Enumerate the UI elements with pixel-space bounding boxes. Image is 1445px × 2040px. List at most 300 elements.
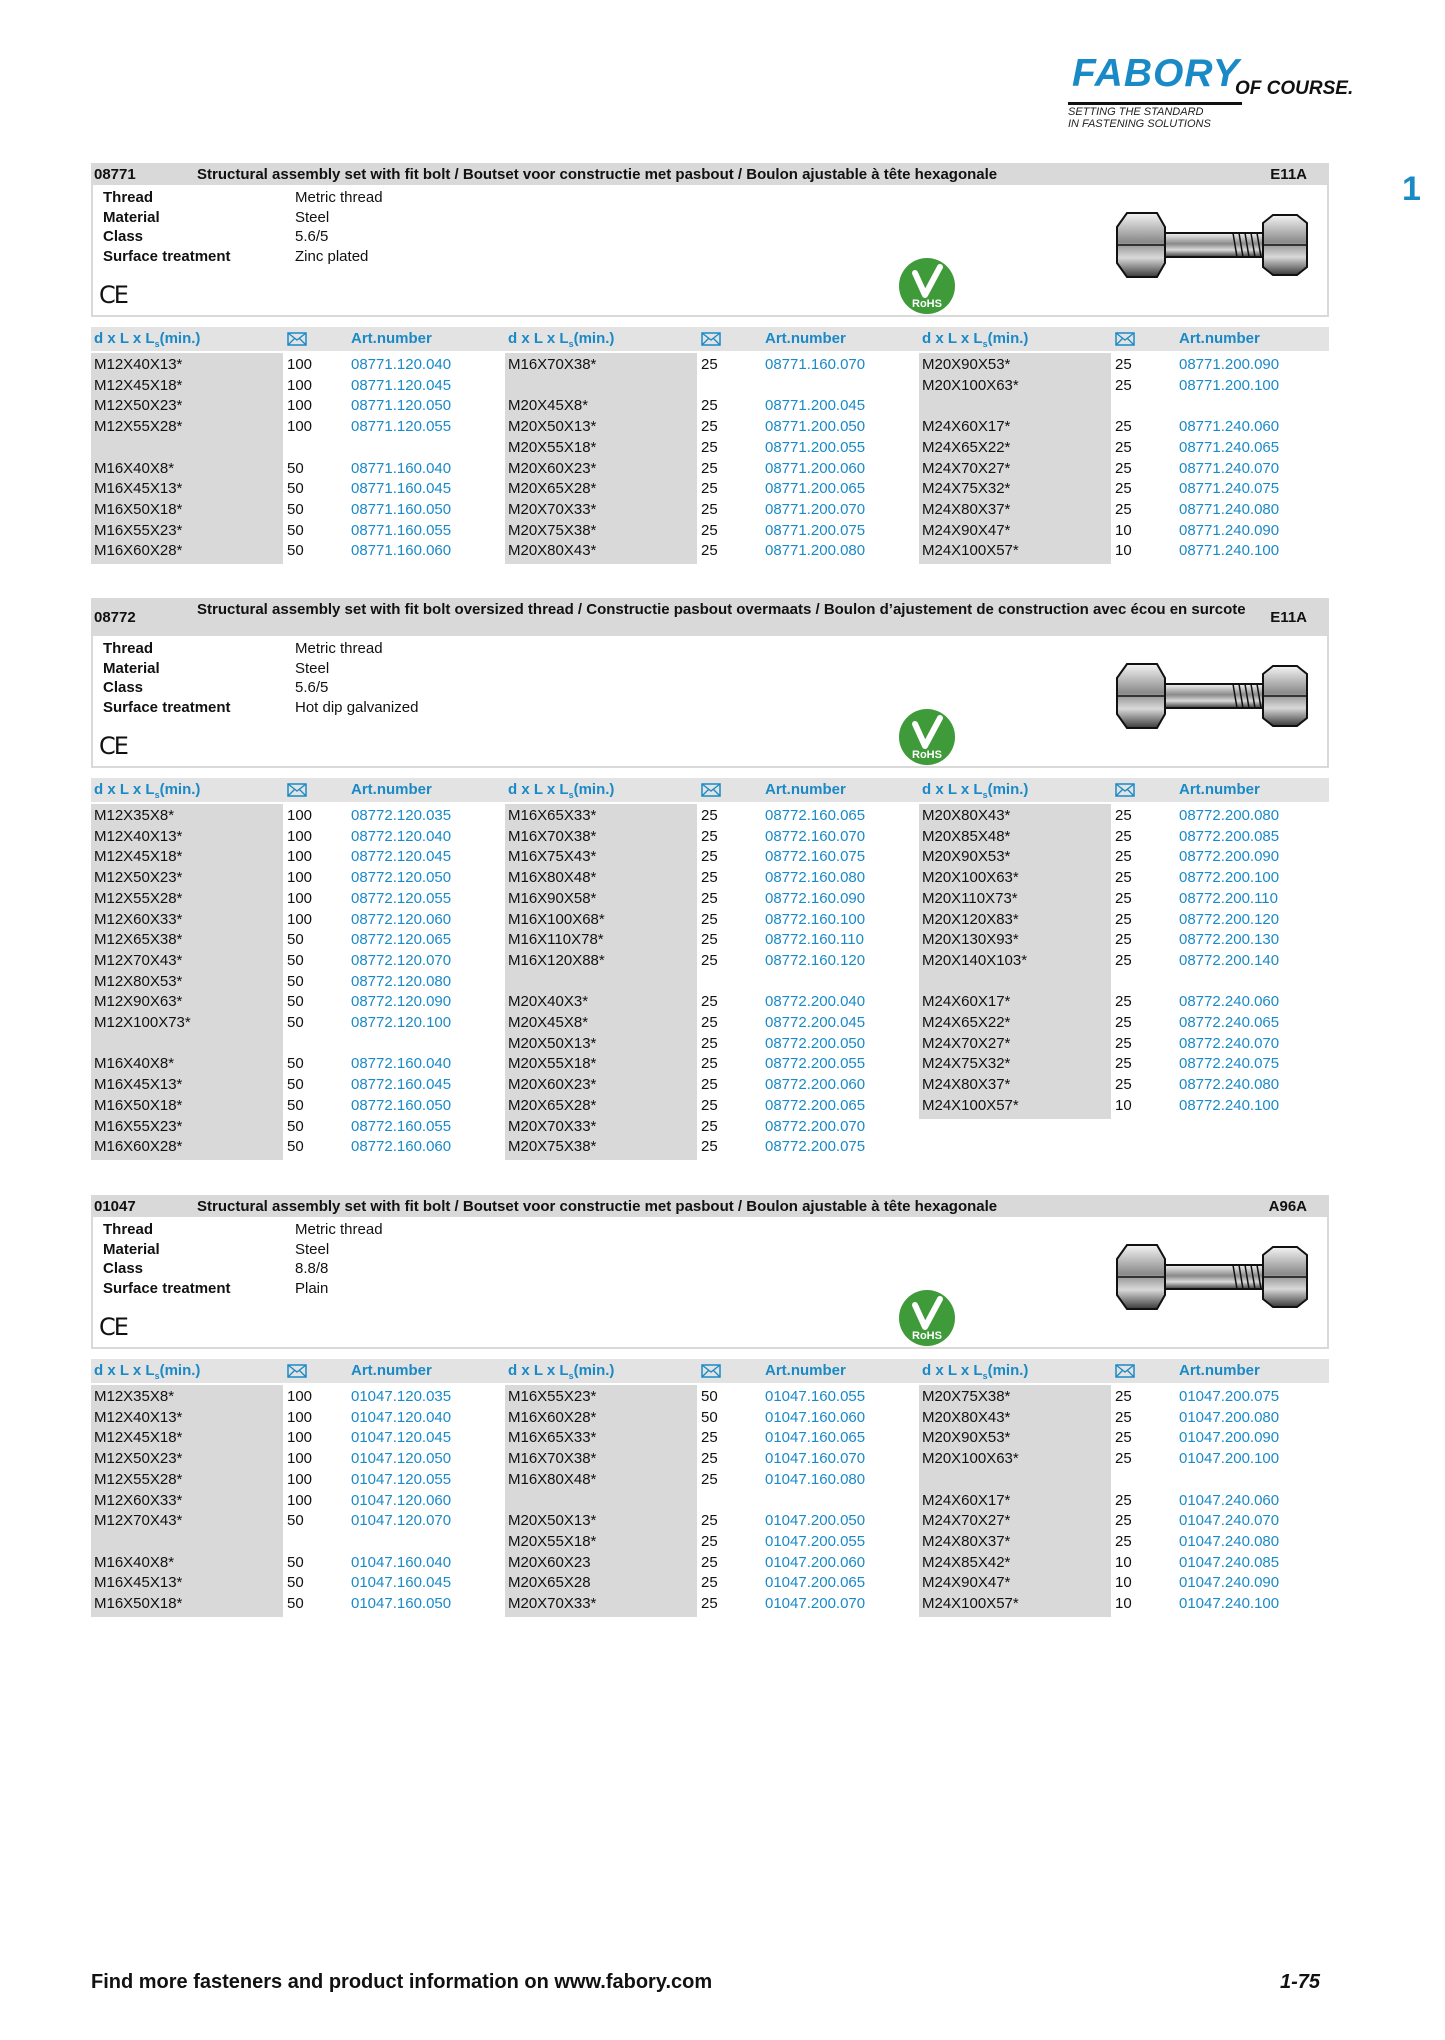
size-cell: M24X100X57*	[922, 1595, 1019, 1612]
article-number-link[interactable]: 08772.240.075	[1179, 1055, 1280, 1073]
quantity-cell: 25	[701, 1096, 718, 1114]
article-number-link[interactable]: 08772.200.075	[765, 1138, 866, 1156]
article-number-link[interactable]: 08771.240.100	[1179, 542, 1280, 560]
size-cell: M20X120X83*	[922, 910, 1019, 928]
article-number-link[interactable]: 08772.200.090	[1179, 848, 1280, 866]
size-cell: M20X60X23*	[508, 1076, 597, 1094]
package-quantity-icon	[701, 1364, 721, 1378]
size-cell: M24X80X37*	[922, 500, 1011, 518]
quantity-cell: 25	[1115, 910, 1132, 928]
product-code: 08771	[94, 166, 136, 183]
article-number-link[interactable]: 08772.240.060	[1179, 993, 1280, 1011]
article-number-link[interactable]: 01047.160.065	[765, 1429, 866, 1447]
spec-label: Surface treatment	[103, 247, 231, 265]
section-header	[91, 163, 1329, 185]
size-cell: M20X90X53*	[922, 1429, 1011, 1447]
brand-name: FABORY	[1072, 52, 1240, 95]
article-number-link[interactable]: 01047.120.055	[351, 1470, 452, 1488]
size-cell: M16X55X23*	[94, 1117, 183, 1135]
spec-label: Class	[103, 228, 144, 245]
article-number-link[interactable]: 01047.240.080	[1179, 1532, 1280, 1550]
quantity-cell: 25	[701, 1076, 718, 1094]
size-cell: M20X90X53*	[922, 356, 1011, 373]
quantity-cell: 25	[701, 500, 718, 518]
article-number-link[interactable]: 08772.160.075	[765, 848, 866, 866]
column-header-art-number: Art.number	[351, 1362, 432, 1379]
quantity-cell: 100	[287, 376, 313, 394]
size-cell: M20X80X43*	[508, 542, 597, 560]
spec-label: Material	[103, 659, 160, 677]
quantity-cell: 25	[1115, 1034, 1132, 1052]
article-number-link[interactable]: 08772.160.120	[765, 951, 866, 969]
size-cell: M20X60X23*	[508, 459, 597, 477]
fabory-logo	[1060, 52, 1360, 132]
quantity-cell: 25	[701, 397, 718, 415]
size-cell: M20X50X13*	[508, 1512, 597, 1530]
size-cell: M16X55X23*	[94, 521, 183, 539]
size-cell: M16X45X13*	[94, 1574, 183, 1592]
spec-value: Steel	[295, 659, 330, 677]
column-header-size: d x L x $L_s(\min.)$	[922, 781, 1029, 800]
size-cell: M24X90X47*	[922, 521, 1011, 539]
quantity-cell: 50	[287, 1595, 304, 1612]
quantity-cell: 25	[1115, 848, 1132, 866]
size-cell: M16X40X8*	[94, 1055, 175, 1073]
size-cell: M16X70X38*	[508, 827, 597, 845]
article-number-link[interactable]: 08771.200.080	[765, 542, 866, 560]
quantity-cell: 10	[1115, 521, 1132, 539]
size-cell: M20X70X33*	[508, 500, 597, 518]
quantity-cell: 100	[287, 889, 313, 907]
article-number-link[interactable]: 01047.160.060	[765, 1408, 866, 1426]
size-cell: M12X70X43*	[94, 951, 183, 969]
size-cell: M24X85X42*	[922, 1553, 1011, 1571]
size-cell: M16X40X8*	[94, 459, 175, 477]
column-header-size: d x L x $L_s(\min.)$	[508, 1362, 615, 1381]
section-header	[91, 598, 1329, 636]
quantity-cell: 100	[287, 1408, 313, 1426]
article-number-link[interactable]: 08771.160.070	[765, 356, 866, 373]
article-number-link[interactable]: 01047.200.075	[1179, 1388, 1280, 1405]
size-cell: M24X75X32*	[922, 1055, 1011, 1073]
quantity-cell: 25	[701, 910, 718, 928]
article-number-link[interactable]: 08772.200.110	[1179, 889, 1278, 907]
article-number-link[interactable]: 08772.120.060	[351, 910, 452, 928]
article-number-link[interactable]: 08771.200.065	[765, 480, 866, 498]
chapter-number: 1	[1402, 170, 1421, 208]
article-number-link[interactable]: 08771.120.045	[351, 376, 452, 394]
article-number-link[interactable]: 08772.160.110	[765, 931, 864, 949]
article-number-link[interactable]: 08772.120.090	[351, 993, 452, 1011]
article-number-link[interactable]: 01047.120.045	[351, 1429, 452, 1447]
size-cell: M24X90X47*	[922, 1574, 1011, 1592]
spec-value: Metric thread	[295, 640, 383, 657]
logo-underline	[1068, 102, 1242, 105]
size-cell: M16X70X38*	[508, 356, 597, 373]
package-quantity-icon	[287, 1364, 307, 1378]
package-quantity-icon	[1115, 1364, 1135, 1378]
article-number-link[interactable]: 08772.240.080	[1179, 1076, 1280, 1094]
size-cell: M20X100X63*	[922, 869, 1019, 887]
article-number-link[interactable]: 08772.160.080	[765, 869, 866, 887]
spec-label: Class	[103, 1260, 144, 1277]
spec-value: 8.8/8	[295, 1260, 329, 1277]
quantity-cell: 25	[1115, 376, 1132, 394]
article-number-link[interactable]: 08772.160.055	[351, 1117, 452, 1135]
article-number-link[interactable]: 08771.200.100	[1179, 376, 1280, 394]
size-cell: M20X60X23	[508, 1553, 591, 1571]
size-cell: M16X90X58*	[508, 889, 597, 907]
article-number-link[interactable]: 08771.120.040	[351, 356, 452, 373]
article-number-link[interactable]: 08772.200.055	[765, 1055, 866, 1073]
size-cell: M12X55X28*	[94, 418, 183, 436]
column-header-size: d x L x $L_s(\min.)$	[508, 781, 615, 800]
article-number-link[interactable]: 08772.200.130	[1179, 931, 1280, 949]
spec-value: Hot dip galvanized	[295, 698, 419, 716]
bolt-image	[1113, 1239, 1313, 1315]
size-cell: M24X70X27*	[922, 1034, 1011, 1052]
article-number-link[interactable]: 08772.120.035	[351, 807, 452, 824]
quantity-cell: 25	[1115, 1512, 1132, 1530]
bolt-image	[1113, 658, 1313, 734]
size-cell: M16X120X88*	[508, 951, 605, 969]
column-header-size: d x L x $L_s(\min.)$	[508, 330, 615, 349]
article-number-link[interactable]: 08771.200.055	[765, 438, 866, 456]
size-cell: M16X50X18*	[94, 1595, 183, 1612]
article-number-link[interactable]: 01047.120.070	[351, 1512, 452, 1530]
quantity-cell: 25	[701, 1595, 718, 1612]
quantity-cell: 10	[1115, 1574, 1132, 1592]
quantity-cell: 10	[1115, 542, 1132, 560]
article-number-link[interactable]: 01047.160.040	[351, 1553, 452, 1571]
package-quantity-icon	[701, 332, 721, 346]
size-cell: M12X40X13*	[94, 1408, 183, 1426]
product-title: Structural assembly set with fit bolt / Boutset voor constructie met pasbout / Boulon ajustable à tête hexagonale	[197, 1198, 998, 1215]
size-cell: M20X100X63*	[922, 1450, 1019, 1468]
article-number-link[interactable]: 08772.120.065	[351, 931, 452, 949]
table-header	[91, 778, 1329, 802]
spec-label: Surface treatment	[103, 698, 231, 716]
page-number: 1-75	[1280, 1971, 1321, 1993]
quantity-cell: 100	[287, 1450, 313, 1468]
quantity-cell: 25	[1115, 1388, 1132, 1405]
quantity-cell: 50	[287, 1055, 304, 1073]
brand-slogan: OF COURSE.	[1235, 78, 1354, 99]
spec-value: Metric thread	[295, 189, 383, 206]
quantity-cell: 50	[287, 1512, 304, 1530]
article-number-link[interactable]: 08771.200.050	[765, 418, 866, 436]
quantity-cell: 25	[1115, 1491, 1132, 1509]
article-number-link[interactable]: 08772.160.045	[351, 1076, 452, 1094]
article-number-link[interactable]: 08772.160.090	[765, 889, 866, 907]
article-number-link[interactable]: 08772.240.070	[1179, 1034, 1280, 1052]
quantity-cell: 50	[701, 1388, 718, 1405]
quantity-cell: 25	[701, 889, 718, 907]
size-cell: M24X100X57*	[922, 542, 1019, 560]
size-cell: M20X130X93*	[922, 931, 1019, 949]
article-number-link[interactable]: 01047.200.100	[1179, 1450, 1280, 1468]
quantity-cell: 25	[1115, 480, 1132, 498]
article-number-link[interactable]: 08772.160.050	[351, 1096, 452, 1114]
quantity-cell: 50	[287, 972, 304, 990]
quantity-cell: 25	[701, 438, 718, 456]
ce-mark: CE	[99, 1313, 127, 1341]
article-number-link[interactable]: 08772.200.100	[1179, 869, 1280, 887]
quantity-cell: 100	[287, 827, 313, 845]
column-header-size: d x L x $L_s(\min.)$	[94, 781, 201, 800]
quantity-cell: 50	[287, 1096, 304, 1114]
spec-label: Material	[103, 208, 160, 226]
quantity-cell: 25	[1115, 1408, 1132, 1426]
product-title: Structural assembly set with fit bolt / Boutset voor constructie met pasbout / Boulon ajustable à tête hexagonale	[197, 166, 998, 183]
column-header-art-number: Art.number	[1179, 1362, 1260, 1379]
spec-label: Thread	[103, 640, 154, 657]
article-number-link[interactable]: 01047.240.085	[1179, 1553, 1280, 1571]
size-cell: M20X85X48*	[922, 827, 1011, 845]
quantity-cell: 25	[1115, 418, 1132, 436]
article-number-link[interactable]: 08771.160.040	[351, 459, 452, 477]
size-cell: M16X65X33*	[508, 807, 597, 824]
article-number-link[interactable]: 08771.200.045	[765, 397, 866, 415]
spec-value: 5.6/5	[295, 679, 329, 696]
article-number-link[interactable]: 08772.160.065	[765, 807, 866, 824]
size-cell: M16X45X13*	[94, 1076, 183, 1094]
article-number-link[interactable]: 08772.200.085	[1179, 827, 1280, 845]
quantity-cell: 50	[287, 521, 304, 539]
quantity-cell: 25	[701, 1055, 718, 1073]
size-cell: M20X75X38*	[922, 1388, 1011, 1405]
tagline-line-1: SETTING THE STANDARD	[1068, 106, 1204, 118]
article-number-link[interactable]: 08772.160.060	[351, 1138, 452, 1156]
quantity-cell: 50	[287, 993, 304, 1011]
article-number-link[interactable]: 08772.160.070	[765, 827, 866, 845]
article-number-link[interactable]: 01047.240.100	[1179, 1595, 1280, 1612]
article-number-link[interactable]: 08771.200.070	[765, 500, 866, 518]
article-number-link[interactable]: 08771.160.055	[351, 521, 452, 539]
article-number-link[interactable]: 08772.120.100	[351, 1014, 452, 1031]
size-cell: M20X55X18*	[508, 1055, 597, 1073]
size-cell: M12X55X28*	[94, 1470, 183, 1488]
article-number-link[interactable]: 08771.160.045	[351, 480, 452, 498]
spec-label: Surface treatment	[103, 1279, 231, 1297]
rohs-icon	[898, 257, 956, 315]
article-number-link[interactable]: 08772.200.060	[765, 1076, 866, 1094]
size-cell: M12X40X13*	[94, 827, 183, 845]
quantity-cell: 25	[1115, 1055, 1132, 1073]
article-number-link[interactable]: 01047.240.060	[1179, 1491, 1280, 1509]
size-cell: M12X100X73*	[94, 1014, 191, 1031]
article-number-link[interactable]: 08771.160.060	[351, 542, 452, 560]
article-number-link[interactable]: 01047.200.080	[1179, 1408, 1280, 1426]
article-number-link[interactable]: 08772.200.080	[1179, 807, 1280, 824]
article-number-link[interactable]: 01047.200.060	[765, 1553, 866, 1571]
size-cell: M12X60X33*	[94, 910, 183, 928]
article-number-link[interactable]: 08771.120.050	[351, 397, 452, 415]
article-number-link[interactable]: 08772.120.040	[351, 827, 452, 845]
article-number-link[interactable]: 01047.160.050	[351, 1595, 452, 1612]
quantity-cell: 25	[1115, 993, 1132, 1011]
size-cell: M24X75X32*	[922, 480, 1011, 498]
article-number-link[interactable]: 08771.120.055	[351, 418, 452, 436]
size-cell: M16X80X48*	[508, 1470, 597, 1488]
quantity-cell: 25	[701, 1138, 718, 1156]
quantity-cell: 25	[701, 521, 718, 539]
size-cell: M16X75X43*	[508, 848, 597, 866]
tagline-line-2: IN FASTENING SOLUTIONS	[1068, 118, 1211, 130]
spec-value: Plain	[295, 1279, 329, 1297]
article-number-link[interactable]: 08771.240.070	[1179, 459, 1280, 477]
size-cell: M12X50X23*	[94, 1450, 183, 1468]
product-code: 08772	[94, 609, 136, 626]
quantity-cell: 100	[287, 1429, 313, 1447]
article-number-link[interactable]: 08772.200.040	[765, 993, 866, 1011]
article-number-link[interactable]: 08772.120.070	[351, 951, 452, 969]
article-number-link[interactable]: 01047.120.040	[351, 1408, 452, 1426]
article-number-link[interactable]: 08771.240.090	[1179, 521, 1280, 539]
quantity-cell: 25	[1115, 869, 1132, 887]
article-number-link[interactable]: 08771.200.090	[1179, 356, 1280, 373]
column-header-art-number: Art.number	[765, 330, 846, 347]
article-number-link[interactable]: 08771.240.080	[1179, 500, 1280, 518]
size-cell: M16X60X28*	[94, 1138, 183, 1156]
size-cell: M16X50X18*	[94, 500, 183, 518]
size-cell: M24X80X37*	[922, 1076, 1011, 1094]
article-number-link[interactable]: 08771.240.075	[1179, 480, 1280, 498]
article-number-link[interactable]: 01047.160.045	[351, 1574, 452, 1592]
article-number-link[interactable]: 08771.200.075	[765, 521, 866, 539]
brand-tagline	[1068, 106, 1211, 130]
quantity-cell: 25	[1115, 459, 1132, 477]
article-number-link[interactable]: 01047.200.070	[765, 1595, 866, 1612]
size-cell: M24X80X37*	[922, 1532, 1011, 1550]
quantity-cell: 10	[1115, 1595, 1132, 1612]
quantity-cell: 50	[287, 542, 304, 560]
article-number-link[interactable]: 08771.160.050	[351, 500, 452, 518]
svg-text:RoHS: RoHS	[912, 749, 942, 761]
footer-text: Find more fasteners and product information on www.fabory.com	[91, 1971, 713, 1993]
quantity-cell: 25	[1115, 1532, 1132, 1550]
article-number-link[interactable]: 08772.200.140	[1179, 951, 1280, 969]
product-section-08772	[91, 598, 1329, 768]
spec-value: Steel	[295, 208, 330, 226]
quantity-cell: 50	[287, 500, 304, 518]
size-cell: M16X100X68*	[508, 910, 605, 928]
article-number-link[interactable]: 01047.200.065	[765, 1574, 866, 1592]
size-cell: M20X140X103*	[922, 951, 1028, 969]
article-number-link[interactable]: 08772.120.045	[351, 848, 452, 866]
quantity-cell: 25	[701, 356, 718, 373]
article-number-link[interactable]: 08772.200.045	[765, 1014, 866, 1031]
product-code: 01047	[94, 1198, 136, 1215]
product-title: Structural assembly set with fit bolt oversized thread / Constructie pasbout overmaats / Boulon d’ajustement de construction avec écou en surcote	[197, 601, 1246, 618]
quantity-cell: 10	[1115, 1553, 1132, 1571]
article-number-link[interactable]: 01047.200.090	[1179, 1429, 1280, 1447]
article-number-link[interactable]: 01047.160.070	[765, 1450, 866, 1468]
article-number-link[interactable]: 08772.240.065	[1179, 1014, 1280, 1031]
article-number-link[interactable]: 08772.200.120	[1179, 910, 1280, 928]
article-number-link[interactable]: 08772.240.100	[1179, 1096, 1280, 1114]
rohs-icon	[898, 708, 956, 766]
quantity-cell: 25	[701, 459, 718, 477]
article-number-link[interactable]: 08772.200.070	[765, 1117, 866, 1135]
quantity-cell: 25	[701, 848, 718, 866]
article-number-link[interactable]: 01047.200.055	[765, 1532, 866, 1550]
package-quantity-icon	[287, 783, 307, 797]
article-number-link[interactable]: 08771.240.065	[1179, 438, 1280, 456]
package-quantity-icon	[287, 332, 307, 346]
article-number-link[interactable]: 08772.120.055	[351, 889, 452, 907]
article-number-link[interactable]: 01047.120.035	[351, 1388, 452, 1405]
article-number-link[interactable]: 01047.120.060	[351, 1491, 452, 1509]
size-cell: M20X50X13*	[508, 418, 597, 436]
size-cell: M20X75X38*	[508, 1138, 597, 1156]
article-number-link[interactable]: 08772.160.100	[765, 910, 866, 928]
article-number-link[interactable]: 08771.200.060	[765, 459, 866, 477]
spec-value: 5.6/5	[295, 228, 329, 245]
quantity-cell: 50	[287, 931, 304, 949]
quantity-cell: 50	[287, 1553, 304, 1571]
article-number-link[interactable]: 01047.120.050	[351, 1450, 452, 1468]
article-number-link[interactable]: 08772.120.080	[351, 972, 452, 990]
quantity-cell: 25	[1115, 438, 1132, 456]
article-number-link[interactable]: 01047.240.070	[1179, 1512, 1280, 1530]
quantity-cell: 25	[701, 1512, 718, 1530]
quantity-cell: 25	[701, 1574, 718, 1592]
spec-value: Zinc plated	[295, 247, 369, 265]
size-cell: M16X80X48*	[508, 869, 597, 887]
quantity-cell: 50	[287, 480, 304, 498]
size-cell: M12X45X18*	[94, 376, 183, 394]
rohs-icon	[898, 1289, 956, 1347]
size-cell: M24X60X17*	[922, 418, 1011, 436]
size-cell: M12X35X8*	[94, 807, 175, 824]
size-cell: M16X55X23*	[508, 1388, 597, 1405]
size-cell: M16X40X8*	[94, 1553, 175, 1571]
article-number-link[interactable]: 08772.160.040	[351, 1055, 452, 1073]
size-cell: M20X40X3*	[508, 993, 589, 1011]
article-number-link[interactable]: 01047.160.055	[765, 1388, 866, 1405]
package-quantity-icon	[701, 783, 721, 797]
article-number-link[interactable]: 08772.200.050	[765, 1034, 866, 1052]
column-header-art-number: Art.number	[351, 781, 432, 798]
quantity-cell: 25	[701, 1014, 718, 1031]
column-header-art-number: Art.number	[765, 781, 846, 798]
quantity-cell: 25	[701, 827, 718, 845]
quantity-cell: 25	[1115, 1076, 1132, 1094]
size-cell: M24X60X17*	[922, 993, 1011, 1011]
size-cell: M16X65X33*	[508, 1429, 597, 1447]
size-cell: M20X45X8*	[508, 1014, 589, 1031]
quantity-cell: 25	[1115, 931, 1132, 949]
article-number-link[interactable]: 01047.240.090	[1179, 1574, 1280, 1592]
quantity-cell: 25	[701, 542, 718, 560]
column-header-art-number: Art.number	[765, 1362, 846, 1379]
category-code: E11A	[1270, 166, 1307, 183]
quantity-cell: 25	[1115, 1429, 1132, 1447]
article-number-link[interactable]: 08772.200.065	[765, 1096, 866, 1114]
size-cell: M12X55X28*	[94, 889, 183, 907]
quantity-cell: 25	[1115, 807, 1132, 824]
article-number-link[interactable]: 08771.240.060	[1179, 418, 1280, 436]
size-cell: M20X70X33*	[508, 1117, 597, 1135]
article-number-link[interactable]: 08772.120.050	[351, 869, 452, 887]
spec-value: Steel	[295, 1240, 330, 1258]
ce-mark: CE	[99, 732, 127, 760]
column-header-art-number: Art.number	[1179, 330, 1260, 347]
svg-text:RoHS: RoHS	[912, 1330, 942, 1342]
article-number-link[interactable]: 01047.200.050	[765, 1512, 866, 1530]
article-number-link[interactable]: 01047.160.080	[765, 1470, 866, 1488]
